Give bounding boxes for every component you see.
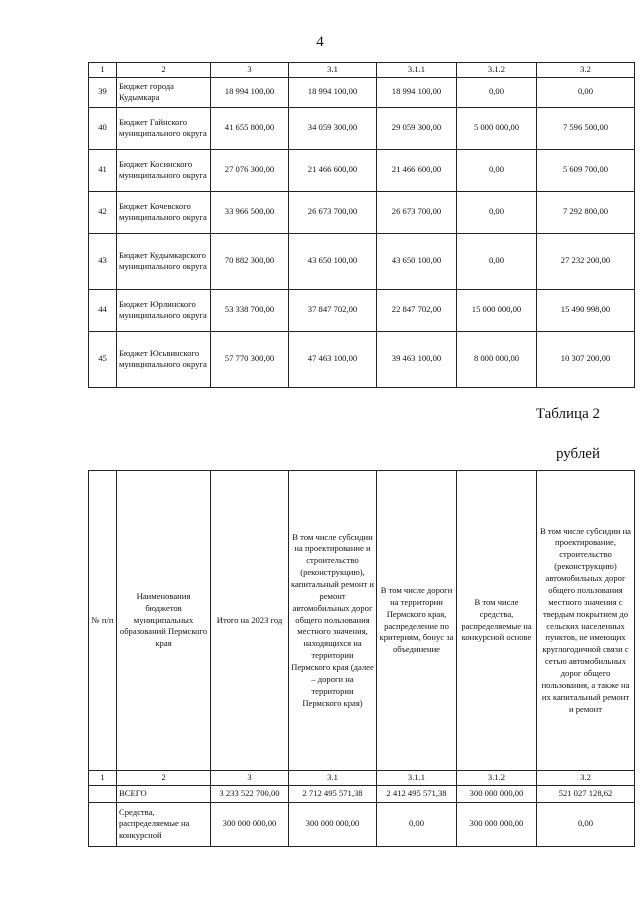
col-number: 3.2 (537, 63, 635, 78)
header-3-2: В том числе субсидии на проектирование, строительство (реконструкцию) автомобильных дорог общего пользования местного значения с твердым покрытием до сельских населенных пунктов, не имеющих круглогодичной связи с сетью автомобильных дорог общего пользования, а также на их капитальный ремонт и ремонт (537, 471, 635, 771)
cell-3-1: 21 466 600,00 (289, 149, 377, 191)
row-number: 39 (89, 77, 117, 107)
row-number (89, 802, 117, 846)
budget-name: Бюджет Гайнского муниципального округа (117, 107, 211, 149)
cell-3-2: 27 232 200,00 (537, 233, 635, 289)
row-number: 41 (89, 149, 117, 191)
cell-3-1: 2 712 495 571,38 (289, 785, 377, 802)
header-total: Итого на 2023 год (211, 471, 289, 771)
cell-3-1: 37 847 702,00 (289, 289, 377, 331)
cell-total: 27 076 300,00 (211, 149, 289, 191)
cell-3-2: 10 307 200,00 (537, 331, 635, 387)
col-number: 3 (211, 771, 289, 786)
table-row (89, 289, 635, 331)
cell-3-1-1: 43 650 100,00 (377, 233, 457, 289)
table-units: рублей (555, 446, 600, 462)
col-number: 2 (117, 63, 211, 78)
cell-3-1-1: 26 673 700,00 (377, 191, 457, 233)
cell-3-2: 0,00 (537, 77, 635, 107)
budget-name: Средства, распределяемые на конкурсной (117, 802, 211, 846)
cell-3-1: 47 463 100,00 (289, 331, 377, 387)
cell-3-1-2: 300 000 000,00 (457, 802, 537, 846)
cell-total: 33 966 500,00 (211, 191, 289, 233)
table-header-row (89, 471, 635, 771)
row-number: 45 (89, 331, 117, 387)
budget-name: Бюджет Юсьвинского муниципального округа (117, 331, 211, 387)
table-row (89, 149, 635, 191)
cell-3-2: 521 027 128,62 (537, 785, 635, 802)
cell-3-1-2: 5 000 000,00 (457, 107, 537, 149)
cell-total: 53 338 700,00 (211, 289, 289, 331)
col-number: 1 (89, 63, 117, 78)
budget-name: Бюджет Кудымкарского муниципального округа (117, 233, 211, 289)
cell-3-1-1: 0,00 (377, 802, 457, 846)
col-number: 3.1.1 (377, 771, 457, 786)
header-3-1-1: В том числе дороги на территории Пермского края, распределение по критериям, бонус за объединение (377, 471, 457, 771)
budget-name: ВСЕГО (117, 785, 211, 802)
cell-3-1-2: 0,00 (457, 191, 537, 233)
cell-3-2: 15 490 998,00 (537, 289, 635, 331)
cell-3-1-1: 18 994 100,00 (377, 77, 457, 107)
cell-3-1-2: 15 000 000,00 (457, 289, 537, 331)
budget-table-continued (88, 62, 635, 388)
column-number-row (89, 63, 635, 78)
cell-3-1: 43 650 100,00 (289, 233, 377, 289)
header-number: № п/п (89, 471, 117, 771)
header-name: Наименования бюджетов муниципальных образований Пермского края (117, 471, 211, 771)
cell-3-1-1: 39 463 100,00 (377, 331, 457, 387)
row-number: 40 (89, 107, 117, 149)
table-row (89, 802, 635, 846)
row-number: 44 (89, 289, 117, 331)
cell-3-1-1: 22 847 702,00 (377, 289, 457, 331)
budget-name: Бюджет Кочевского муниципального округа (117, 191, 211, 233)
col-number: 3.2 (537, 771, 635, 786)
cell-3-1-2: 8 000 000,00 (457, 331, 537, 387)
cell-total: 300 000 000,00 (211, 802, 289, 846)
cell-total: 3 233 522 700,00 (211, 785, 289, 802)
col-number: 3.1.1 (377, 63, 457, 78)
cell-total: 18 994 100,00 (211, 77, 289, 107)
budget-name: Бюджет города Кудымкара (117, 77, 211, 107)
row-number: 42 (89, 191, 117, 233)
budget-table-2 (88, 470, 635, 847)
table-row (89, 77, 635, 107)
cell-3-1: 34 059 300,00 (289, 107, 377, 149)
budget-name: Бюджет Косинского муниципального округа (117, 149, 211, 191)
cell-3-1-2: 0,00 (457, 233, 537, 289)
row-number (89, 785, 117, 802)
col-number: 3.1.2 (457, 771, 537, 786)
cell-3-2: 0,00 (537, 802, 635, 846)
col-number: 3.1 (289, 63, 377, 78)
page-number: 4 (316, 34, 324, 50)
col-number: 2 (117, 771, 211, 786)
cell-3-2: 5 609 700,00 (537, 149, 635, 191)
cell-3-1-2: 300 000 000,00 (457, 785, 537, 802)
col-number: 3.1 (289, 771, 377, 786)
cell-3-1: 26 673 700,00 (289, 191, 377, 233)
col-number: 3 (211, 63, 289, 78)
cell-3-1-1: 21 466 600,00 (377, 149, 457, 191)
header-3-1: В том числе субсидии на проектирование и строительство (реконструкцию), капитальный ремонт и ремонт автомобильных дорог общего пользования местного значения, находящихся на территории Пермского края (далее – дороги на территории Пермского края) (289, 471, 377, 771)
budget-name: Бюджет Юрлинского муниципального округа (117, 289, 211, 331)
cell-3-2: 7 292 800,00 (537, 191, 635, 233)
cell-3-1-1: 2 412 495 571,38 (377, 785, 457, 802)
table-row-total (89, 785, 635, 802)
cell-3-2: 7 596 500,00 (537, 107, 635, 149)
table-row (89, 107, 635, 149)
header-3-1-2: В том числе средства, распределяемые на конкурсной основе (457, 471, 537, 771)
cell-3-1-1: 29 059 300,00 (377, 107, 457, 149)
row-number: 43 (89, 233, 117, 289)
table-row (89, 233, 635, 289)
cell-3-1-2: 0,00 (457, 77, 537, 107)
col-number: 1 (89, 771, 117, 786)
column-number-row (89, 771, 635, 786)
table-row (89, 191, 635, 233)
cell-3-1: 300 000 000,00 (289, 802, 377, 846)
cell-total: 70 882 300,00 (211, 233, 289, 289)
cell-3-1: 18 994 100,00 (289, 77, 377, 107)
cell-total: 41 655 800,00 (211, 107, 289, 149)
table-caption: Таблица 2 (535, 406, 600, 422)
cell-total: 57 770 300,00 (211, 331, 289, 387)
cell-3-1-2: 0,00 (457, 149, 537, 191)
col-number: 3.1.2 (457, 63, 537, 78)
table-row (89, 331, 635, 387)
